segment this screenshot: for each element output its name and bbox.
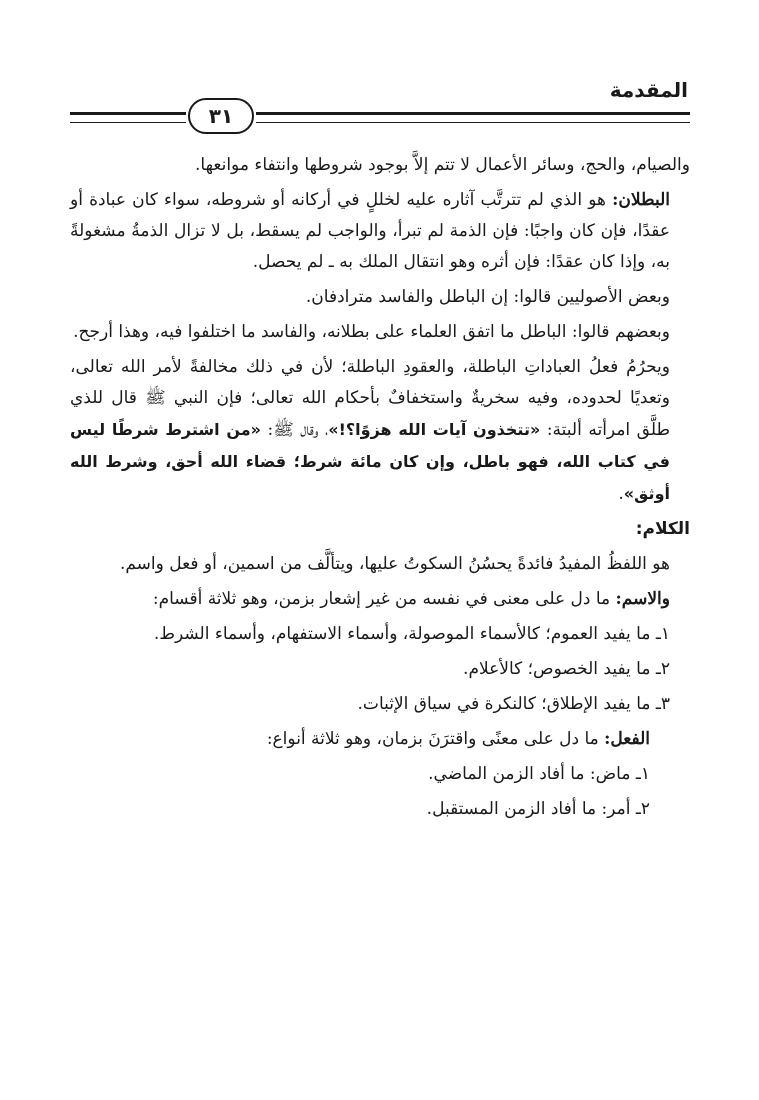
list-item-umum: ١ـ ما يفيد العموم؛ كالأسماء الموصولة، وأسماء الاستفهام، وأسماء الشرط. bbox=[153, 624, 670, 644]
page-header bbox=[70, 76, 690, 128]
header-rule-right bbox=[256, 112, 690, 123]
header-rule-left bbox=[70, 112, 186, 123]
paragraph-synonyms: وبعض الأصوليين قالوا: إن الباطل والفاسد مترادفان. bbox=[305, 287, 670, 307]
prohibition-mid: ، وقال ﷺ: bbox=[260, 420, 329, 440]
page-number: ٣١ bbox=[188, 98, 254, 134]
list-item-amr: ٢ـ أمر: ما أفاد الزمن المستقبل. bbox=[426, 799, 650, 819]
term-fil: الفعل: bbox=[604, 729, 650, 749]
ism-definition: ما دل على معنى في نفسه من غير إشعار بزمن، وهو ثلاثة أقسام: bbox=[152, 589, 616, 609]
heading-kalam: الكلام: bbox=[635, 519, 690, 539]
running-title: المقدمة bbox=[609, 78, 688, 102]
paragraph-conditions: والصيام، والحج، وسائر الأعمال لا تتم إلاَّ بوجود شروطها وانتفاء موانعها. bbox=[194, 155, 690, 175]
butlan-definition: هو الذي لم تترتَّب آثاره عليه لخللٍ في أركانه أو شروطه، سواء كان عبادة أو عقدًا، فإن كان واجبًا: فإن الذمة لم تبرأ، والواجب لم يسقط، بل لا تزال الذمةُ مشغولةً به، وإذا كان عقدًا: فإن أثره وهو انتقال الملك به ـ لم يحصل. bbox=[70, 190, 670, 272]
hadith-quote-2: «من اشترط شرطًا ليس في كتاب الله، فهو باطل، وإن كان مائة شرط؛ قضاء الله أحق، وشرط الله أوثق» bbox=[70, 420, 670, 503]
paragraph-prohibition bbox=[70, 352, 690, 510]
paragraph-kalam: هو اللفظُ المفيدُ فائدةً يحسُنُ السكوتُ عليها، ويتألَّف من اسمين، أو فعل واسم. bbox=[119, 554, 670, 574]
term-butlan: البطلان: bbox=[612, 190, 670, 210]
hadith-quote-1: «تتخذون آيات الله هزوًا؟!» bbox=[328, 420, 541, 439]
prohibition-end: . bbox=[618, 484, 624, 504]
paragraph-distinction: وبعضهم قالوا: الباطل ما اتفق العلماء على بطلانه، والفاسد ما اختلفوا فيه، وهذا أرجح. bbox=[73, 322, 670, 342]
page-body bbox=[70, 150, 690, 829]
list-item-khusus: ٢ـ ما يفيد الخصوص؛ كالأعلام. bbox=[463, 659, 670, 679]
list-item-itlaq: ٣ـ ما يفيد الإطلاق؛ كالنكرة في سياق الإثبات. bbox=[357, 694, 670, 714]
paragraph-ism bbox=[70, 584, 690, 615]
fil-definition: ما دل على معنًى واقترَنَ بزمان، وهو ثلاثة أنواع: bbox=[266, 729, 605, 749]
book-page bbox=[70, 76, 690, 1076]
list-item-madi: ١ـ ماض: ما أفاد الزمن الماضي. bbox=[428, 764, 650, 784]
paragraph-butlan bbox=[70, 185, 690, 278]
paragraph-fil bbox=[70, 724, 690, 755]
prohibition-text: ويحرُمُ فعلُ العباداتِ الباطلة، والعقودِ الباطلة؛ لأن في ذلك مخالفةً لأمر الله تعالى، وتعديًا لحدوده، وفيه سخريةٌ واستخفافٌ بأحكام الله تعالى؛ فإن النبي ﷺ قال للذي طلَّق امرأته ألبتة: bbox=[70, 357, 671, 440]
term-ism: والاسم: bbox=[615, 589, 670, 609]
